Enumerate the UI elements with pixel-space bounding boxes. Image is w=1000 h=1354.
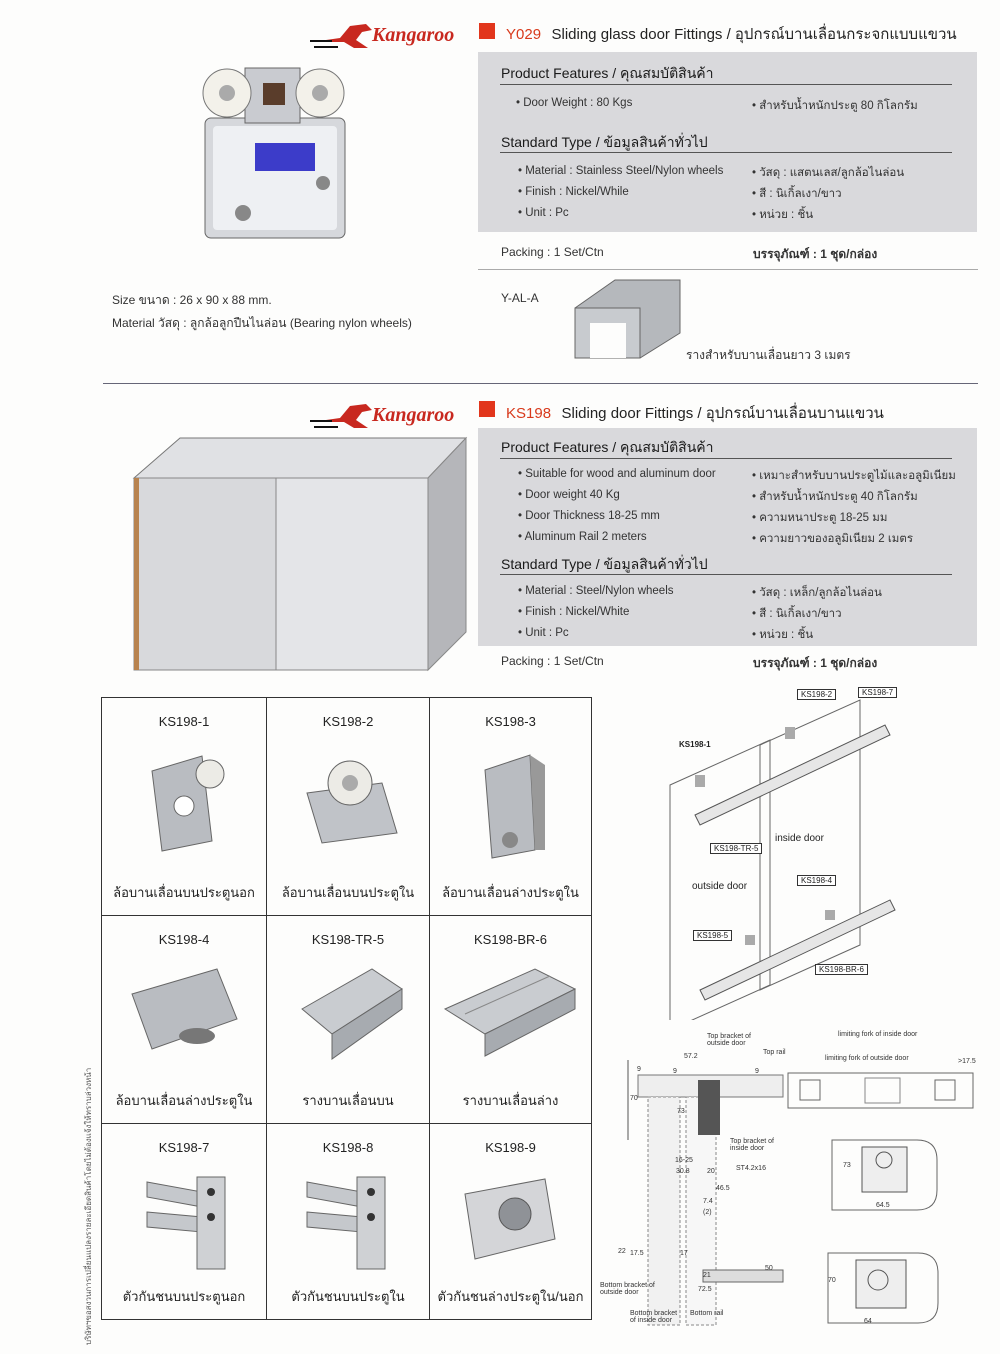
product1-standard-en-1: • Material : Stainless Steel/Nylon wheels (518, 165, 724, 177)
dim-17-5-right: >17.5 (958, 1058, 976, 1065)
part-image (142, 1172, 232, 1272)
product1-feature-th: • สำหรับน้ำหนักประตู 80 กิโลกรัม (752, 100, 918, 112)
dim-9a: 9 (637, 1066, 641, 1073)
rail-image (570, 278, 685, 360)
product1-standard-th-1: • วัสดุ : แสตนเลส/ลูกล้อไนล่อน (752, 167, 905, 179)
product1-standard-en-3: • Unit : Pc (518, 207, 569, 219)
part-cell (102, 916, 267, 1124)
product1-feature-en: • Door Weight : 80 Kgs (516, 97, 633, 109)
part-caption: ตัวกันชนบนประตูใน (291, 1289, 405, 1304)
product1-standard-rule (500, 152, 952, 153)
product2-feature-th-1: • เหมาะสำหรับบานประตูไม้และอลูมิเนียม (752, 470, 956, 482)
part-cell (267, 916, 430, 1124)
diagram-label-ks2: KS198-2 (797, 689, 836, 700)
diagram-label-br6: KS198-BR-6 (815, 964, 868, 975)
product2-packing-th: บรรจุภัณฑ์ : 1 ชุด/กล่อง (753, 656, 878, 670)
part-caption: รางบานเลื่อนล่าง (462, 1093, 559, 1108)
dim-7-4: 7.4 (703, 1198, 713, 1205)
product1-standard-heading: Standard Type / ข้อมูลสินค้าทั่วไป (501, 134, 708, 150)
dim-73: 73 (677, 1108, 685, 1115)
rail-caption: รางสำหรับบานเลื่อนยาว 3 เมตร (686, 348, 851, 362)
part-cell (102, 698, 267, 916)
dim-46-5: 46.5 (716, 1185, 730, 1192)
product1-image (185, 48, 360, 248)
dim-16-25: 16-25 (675, 1157, 693, 1164)
dim-30-8: 30.8 (676, 1168, 690, 1175)
product1-packing-en: Packing : 1 Set/Ctn (501, 245, 604, 259)
product2-standard-en-1: • Material : Steel/Nylon wheels (518, 585, 674, 597)
rail-code: Y-AL-A (501, 291, 539, 305)
product2-feature-en-3: • Door Thickness 18-25 mm (518, 510, 660, 522)
top-bracket-inside-label: Top bracket of inside door (730, 1138, 774, 1152)
top-bracket-outside-label: Top bracket of outside door (707, 1033, 751, 1047)
part-image (302, 1172, 392, 1272)
dim-70-right: 70 (828, 1277, 836, 1284)
dim-73-right: 73 (843, 1162, 851, 1169)
part-cell (430, 698, 591, 916)
parts-grid (101, 697, 592, 1320)
product1-features-heading: Product Features / คุณสมบัติสินค้า (501, 65, 714, 81)
product2-feature-th-3: • ความหนาประตู 18-25 มม (752, 512, 888, 524)
part-caption: ล้อบานเลื่อนล่างประตูใน (115, 1093, 253, 1108)
product1-packing-th: บรรจุภัณฑ์ : 1 ชุด/กล่อง (753, 247, 878, 261)
product1-standard-th-2: • สี : นิเกิ้ลเงา/ขาว (752, 188, 842, 200)
diagram-label-ks5: KS198-5 (693, 930, 732, 941)
part-cell (430, 1124, 591, 1319)
bottom-rail-label: Bottom rail (690, 1310, 724, 1317)
dim-17: 17 (680, 1250, 688, 1257)
dim-21: 21 (703, 1272, 711, 1279)
product2-standard-rule (500, 574, 952, 575)
kangaroo-logo-icon (310, 398, 380, 434)
product2-feature-en-1: • Suitable for wood and aluminum door (518, 468, 716, 480)
bottom-bracket-outside-label: Bottom bracket of outside door (600, 1282, 655, 1296)
product2-features-heading: Product Features / คุณสมบัติสินค้า (501, 439, 714, 455)
part-code: KS198-1 (158, 714, 210, 729)
product2-feature-en-2: • Door weight 40 Kg (518, 489, 620, 501)
part-code: KS198-2 (322, 714, 374, 729)
dim-22: 22 (618, 1248, 626, 1255)
part-caption: ล้อบานเลื่อนล่างประตูใน (442, 885, 579, 900)
part-cell (430, 916, 591, 1124)
part-caption: รางบานเลื่อนบน (302, 1093, 394, 1108)
product2-feature-th-4: • ความยาวของอลูมิเนียม 2 เมตร (752, 533, 914, 545)
part-code: KS198-3 (485, 714, 536, 729)
part-caption: ตัวกันชนล่างประตูใน/นอก (437, 1289, 584, 1304)
inside-door-label: inside door (775, 833, 824, 844)
diagram-label-tr5: KS198-TR-5 (710, 843, 762, 854)
part-code: KS198-7 (158, 1140, 210, 1155)
limit-inside-label: limiting fork of inside door (838, 1031, 918, 1038)
product2-standard-th-2: • สี : นิเกิ้ลเงา/ขาว (752, 608, 842, 620)
product2-image (128, 432, 468, 674)
part-code: KS198-BR-6 (474, 932, 547, 947)
bottom-bracket-inside-label: Bottom bracket of inside door (630, 1310, 678, 1324)
part-image (142, 746, 232, 856)
part-cell (267, 1124, 430, 1319)
dim-20: 20 (707, 1168, 715, 1175)
part-caption: ล้อบานเลื่อนบนประตูนอก (113, 885, 255, 900)
diagram-label-ks1: KS198-1 (679, 740, 711, 749)
part-image (440, 964, 580, 1064)
part-image (127, 964, 242, 1064)
section-divider (103, 383, 978, 384)
product1-standard-th-3: • หน่วย : ชิ้น (752, 209, 814, 221)
dim-9c: 9 (755, 1068, 759, 1075)
product2-packing-en: Packing : 1 Set/Ctn (501, 654, 604, 668)
product1-material: Material วัสดุ : ลูกล้อลูกปืนไนล่อน (Bearing nylon wheels) (112, 316, 412, 330)
diagram-label-ks4: KS198-4 (797, 875, 836, 886)
dim-64-5: 64.5 (876, 1202, 890, 1209)
product2-heading (506, 401, 884, 425)
product2-code: KS198 (506, 405, 552, 422)
part-image (460, 1174, 560, 1264)
product2-title: Sliding door Fittings / อุปกรณ์บานเลื่อนบานแขวน (561, 405, 884, 422)
product1-marker (479, 23, 495, 39)
dim-70: 70 (630, 1095, 638, 1102)
product1-heading (506, 22, 957, 46)
bracket-detail-bottom (818, 1248, 943, 1328)
product2-standard-en-2: • Finish : Nickel/White (518, 606, 630, 618)
product1-features-rule (500, 84, 952, 85)
diagram-label-ks7: KS198-7 (858, 687, 897, 698)
product1-standard-en-2: • Finish : Nickel/While (518, 186, 629, 198)
brand-name: Kangaroo (372, 404, 455, 426)
part-cell (267, 698, 430, 916)
product2-marker (479, 401, 495, 417)
part-image (302, 753, 402, 853)
dim-50: 50 (765, 1265, 773, 1272)
product2-features-rule (500, 458, 952, 459)
part-code: KS198-4 (158, 932, 210, 947)
part-code: KS198-9 (485, 1140, 536, 1155)
part-cell (102, 1124, 267, 1319)
product1-size: Size ขนาด : 26 x 90 x 88 mm. (112, 293, 272, 307)
product2-standard-th-1: • วัสดุ : เหล็ก/ลูกล้อไนล่อน (752, 587, 882, 599)
dim-17-5: 17.5 (630, 1250, 644, 1257)
part-caption: ล้อบานเลื่อนบนประตูใน (281, 885, 415, 900)
dim-9b: 9 (673, 1068, 677, 1075)
brand-name: Kangaroo (372, 24, 455, 46)
dim-64: 64 (864, 1318, 872, 1325)
part-image (297, 964, 407, 1064)
exploded-diagram (600, 685, 995, 1020)
dim-57: 57.2 (684, 1053, 698, 1060)
dim-72-5: 72.5 (698, 1286, 712, 1293)
part-image (480, 750, 550, 860)
top-rail-label: Top rail (763, 1049, 786, 1056)
product2-feature-th-2: • สำหรับน้ำหนักประตู 40 กิโลกรัม (752, 491, 918, 503)
part-code: KS198-TR-5 (311, 932, 385, 947)
product2-standard-heading: Standard Type / ข้อมูลสินค้าทั่วไป (501, 556, 708, 572)
product2-standard-th-3: • หน่วย : ชิ้น (752, 629, 814, 641)
limit-outside-label: limiting fork of outside door (825, 1055, 909, 1062)
part-caption: ตัวกันชนบนประตูนอก (122, 1289, 246, 1304)
dim-2: (2) (703, 1209, 712, 1216)
product1-title: Sliding glass door Fittings / อุปกรณ์บานเลื่อนกระจกแบบแขวน (551, 26, 957, 43)
outside-door-label: outside door (692, 881, 748, 892)
product2-feature-en-4: • Aluminum Rail 2 meters (518, 531, 647, 543)
product1-code: Y029 (506, 26, 542, 43)
part-code: KS198-8 (322, 1140, 374, 1155)
limiting-fork-drawing (785, 1068, 980, 1113)
side-note: บริษัทฯขอสงวนการเปลี่ยนแปลงรายละเอียดสินค้าโดยไม่ต้องแจ้งให้ทราบล่วงหน้า (84, 1067, 93, 1345)
product1-packing-rule (478, 269, 978, 270)
product2-standard-en-3: • Unit : Pc (518, 627, 569, 639)
st-label: ST4.2x16 (736, 1165, 766, 1172)
